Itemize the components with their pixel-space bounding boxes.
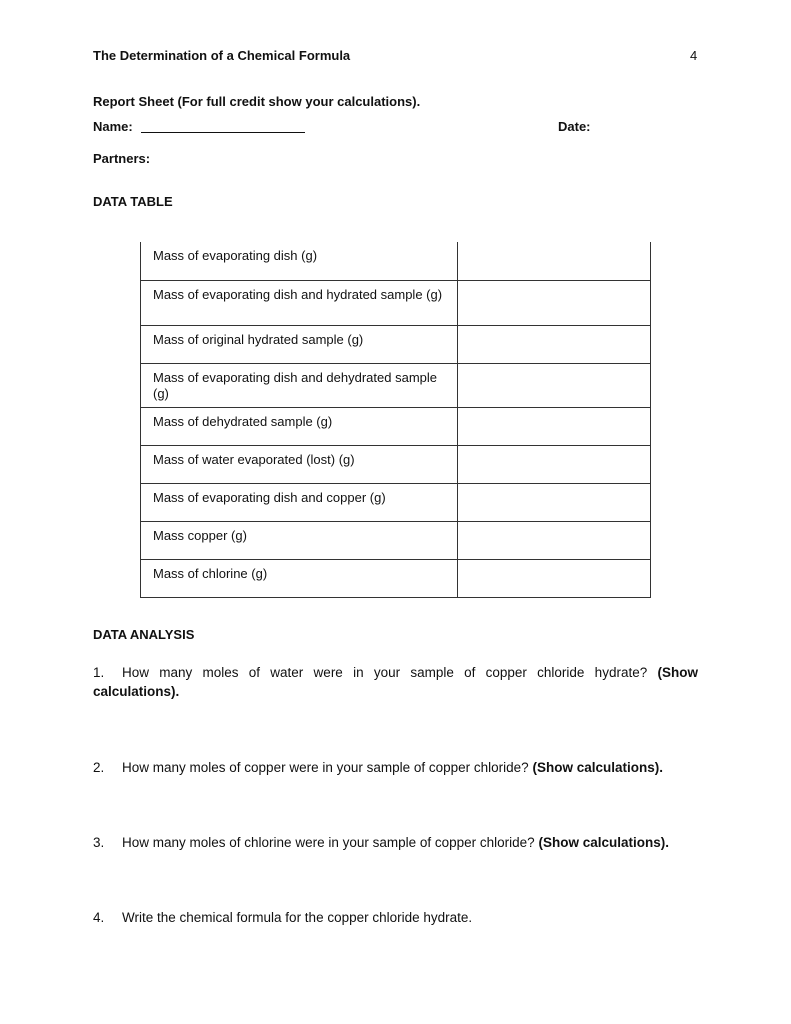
partners-label: Partners: [93,151,151,166]
row-label: Mass of evaporating dish (g) [141,242,458,280]
question-text: How many moles of chlorine were in your sample of copper chloride? [122,835,535,850]
name-blank-line[interactable] [141,132,305,133]
row-label: Mass of evaporating dish and hydrated sample (g) [141,280,458,325]
question-number: 2. [93,760,105,775]
table-row [141,407,651,445]
table-row [141,483,651,521]
name-label: Name: [93,119,133,134]
question-emphasis: (Show calculations). [93,665,698,699]
question-2 [93,758,663,777]
table-row [141,280,651,325]
question-4 [93,908,472,927]
document-title: The Determination of a Chemical Formula [93,48,351,63]
row-value-cell[interactable] [458,483,651,521]
table-row [141,325,651,363]
row-value-cell[interactable] [458,242,651,280]
row-label: Mass of evaporating dish and copper (g) [141,483,458,521]
row-label: Mass of dehydrated sample (g) [141,407,458,445]
data-analysis-heading: DATA ANALYSIS [93,627,195,642]
data-table-heading: DATA TABLE [93,194,173,209]
row-value-cell[interactable] [458,445,651,483]
table-row [141,363,651,407]
question-number: 3. [93,835,105,850]
row-label: Mass copper (g) [141,521,458,559]
table-row [141,242,651,280]
report-sheet-title: Report Sheet (For full credit show your calculations). [93,94,421,109]
row-label: Mass of original hydrated sample (g) [141,325,458,363]
table-row [141,521,651,559]
question-emphasis: (Show calculations). [532,760,663,775]
data-table [140,242,651,598]
question-1 [93,663,698,701]
row-value-cell[interactable] [458,521,651,559]
question-3 [93,833,669,852]
question-emphasis: (Show calculations). [538,835,669,850]
row-value-cell[interactable] [458,325,651,363]
question-number: 4. [93,910,105,925]
question-text: How many moles of water were in your sample of copper chloride hydrate? [122,665,648,680]
table-row [141,559,651,597]
row-value-cell[interactable] [458,363,651,407]
question-number: 1. [93,665,105,680]
question-text: Write the chemical formula for the copper chloride hydrate. [122,910,473,925]
table-row [141,445,651,483]
row-value-cell[interactable] [458,280,651,325]
row-value-cell[interactable] [458,559,651,597]
row-label: Mass of evaporating dish and dehydrated sample (g) [141,363,458,407]
date-label: Date: [558,119,591,134]
row-label: Mass of water evaporated (lost) (g) [141,445,458,483]
row-value-cell[interactable] [458,407,651,445]
row-label: Mass of chlorine (g) [141,559,458,597]
page-number: 4 [690,48,698,63]
question-text: How many moles of copper were in your sample of copper chloride? [122,760,529,775]
